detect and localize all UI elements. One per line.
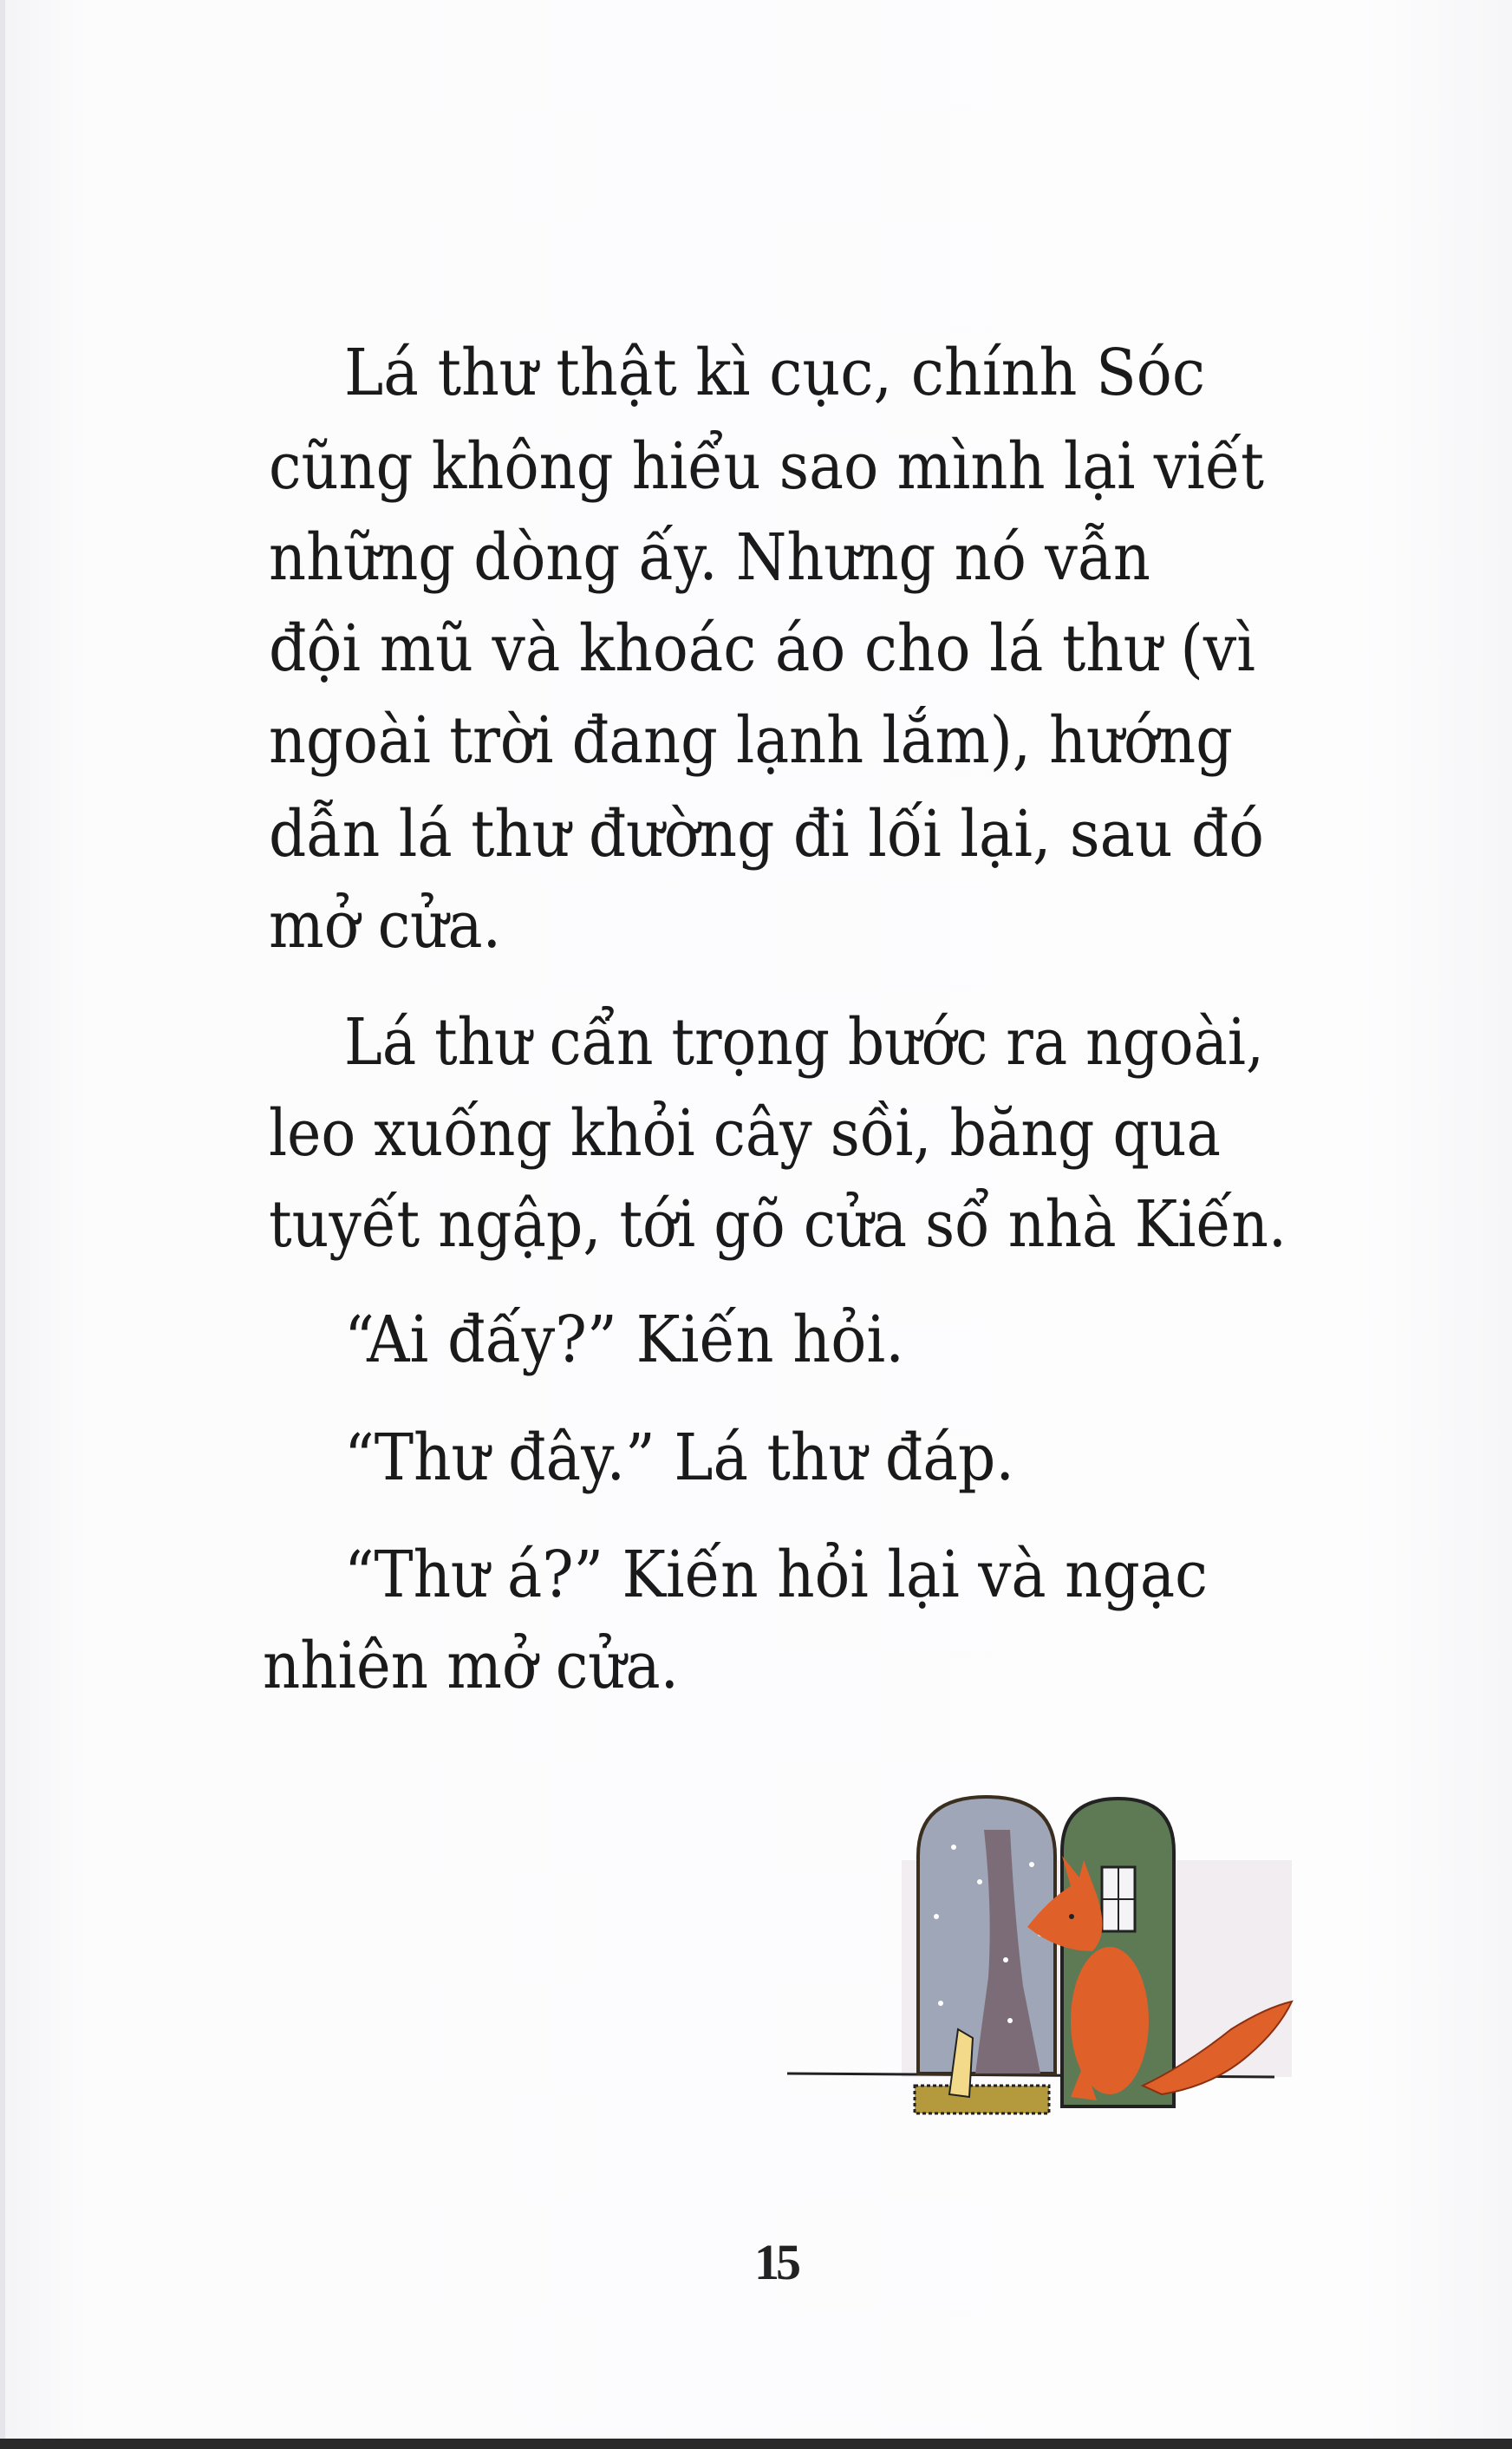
text-line: tuyết ngập, tới gõ cửa sổ nhà Kiến. bbox=[269, 1187, 1287, 1262]
paragraph-3 bbox=[344, 1303, 904, 1377]
text-line: ngoài trời đang lạnh lắm), hướng bbox=[269, 703, 1233, 778]
text-line: những dòng ấy. Nhưng nó vẫn bbox=[269, 520, 1150, 595]
text-line: leo xuống khỏi cây sồi, băng qua bbox=[269, 1096, 1221, 1171]
page-number: 15 bbox=[754, 2234, 798, 2290]
squirrel-eye bbox=[1069, 1914, 1074, 1919]
paragraph-2 bbox=[269, 1005, 1287, 1262]
paragraph-4 bbox=[344, 1420, 1014, 1495]
text-line: đội mũ và khoác áo cho lá thư (vì bbox=[269, 611, 1255, 686]
text-line: Lá thư cẩn trọng bước ra ngoài, bbox=[344, 1005, 1264, 1080]
text-line: nhiên mở cửa. bbox=[263, 1629, 679, 1703]
doormat bbox=[915, 2086, 1049, 2113]
text-line: mở cửa. bbox=[269, 888, 501, 963]
page-bottom-edge bbox=[0, 2439, 1512, 2449]
text-line: dẫn lá thư đường đi lối lại, sau đó bbox=[269, 797, 1264, 872]
paragraph-5 bbox=[263, 1538, 1208, 1703]
text-line: “Ai đấy?” Kiến hỏi. bbox=[344, 1303, 904, 1377]
paragraph-1 bbox=[269, 336, 1264, 963]
text-line: cũng không hiểu sao mình lại viết bbox=[269, 429, 1265, 504]
text-line: Lá thư thật kì cục, chính Sóc bbox=[344, 336, 1205, 410]
squirrel-at-door-illustration bbox=[780, 1778, 1318, 2125]
text-line: “Thư đây.” Lá thư đáp. bbox=[344, 1420, 1014, 1495]
text-line: “Thư á?” Kiến hỏi lại và ngạc bbox=[344, 1538, 1208, 1612]
